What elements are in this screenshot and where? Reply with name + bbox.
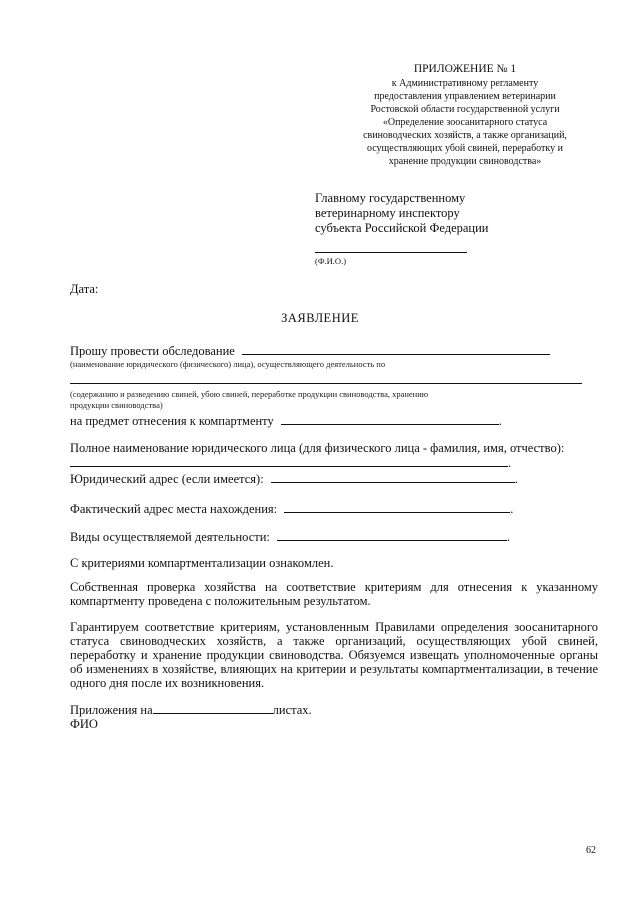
full-name-label: Полное наименование юридического лица (для физического лица - фамилия, имя, отчество): — [70, 441, 565, 455]
period: . — [514, 472, 518, 486]
appendix-line: хранение продукции свиноводства» — [388, 156, 542, 167]
attachments-suffix: листах. — [272, 703, 312, 717]
activity-hint: (содержанию и разведению свиней, убою свиней, переработке продукции свиноводства, хранению — [70, 389, 429, 399]
addressee-line: ветеринарному инспектору — [315, 206, 460, 220]
survey-hint: (наименование юридического (физического) лица), осуществляющего деятельность по — [70, 359, 386, 369]
addressee-block — [315, 191, 489, 266]
attachments-row — [70, 702, 312, 718]
survey-request-label: Прошу провести обследование — [70, 344, 235, 358]
date-label: Дата: — [70, 282, 99, 296]
compartment-field[interactable] — [281, 413, 499, 425]
appendix-line: Ростовской области государственной услуги — [370, 104, 560, 115]
appendix-title: ПРИЛОЖЕНИЕ № 1 — [413, 63, 517, 75]
appendix-line: свиноводческих хозяйств, а также организаций, — [363, 130, 567, 141]
period: . — [510, 502, 514, 516]
period: . — [508, 456, 512, 470]
fio-caption: (Ф.И.О.) — [315, 256, 347, 266]
appendix-header — [330, 62, 600, 168]
actual-address-row — [70, 501, 513, 517]
attachments-prefix: Приложения на — [70, 703, 153, 717]
activities-label: Виды осуществляемой деятельности: — [70, 530, 270, 544]
legal-address-row — [70, 471, 518, 487]
document-heading: ЗАЯВЛЕНИЕ — [281, 311, 359, 325]
self-check-statement: Собственная проверка хозяйства на соответствие критериям для отнесения к указанному компартменту проведена с положительным результатом. — [70, 580, 598, 608]
compartment-label: на предмет отнесения к компартменту — [70, 414, 274, 428]
inspector-name-field[interactable] — [315, 238, 467, 253]
attachments-count-field[interactable] — [153, 702, 273, 714]
activity-field[interactable] — [70, 383, 582, 384]
full-name-field[interactable] — [70, 455, 508, 467]
page-number: 62 — [586, 845, 596, 856]
actual-address-label: Фактический адрес места нахождения: — [70, 502, 278, 516]
legal-address-field[interactable] — [271, 471, 515, 483]
actual-address-field[interactable] — [284, 501, 510, 513]
applicant-name-field[interactable] — [242, 343, 550, 355]
guarantee-statement: Гарантируем соответствие критериям, установленным Правилами определения зоосанитарного статуса свиноводческих хозяйств, а также организаций, осуществляющих убой свиней, переработку и хранение продукции свиноводства. Обязуемся извещать уполномоченные органы об изменениях в хозяйстве, влияющих на критерии и результаты компартментализации, в течение одного дня после их возникновения. — [70, 620, 598, 690]
activities-field[interactable] — [277, 529, 507, 541]
legal-address-label: Юридический адрес (если имеется): — [70, 472, 264, 486]
full-name-row — [70, 455, 511, 471]
appendix-line: предоставления управлением ветеринарии — [374, 91, 556, 102]
appendix-line: к Административному регламенту — [391, 78, 539, 89]
activities-row — [70, 529, 510, 545]
appendix-line: «Определение зоосанитарного статуса — [382, 117, 548, 128]
acquainted-statement: С критериями компартментализации ознакомлен. — [70, 556, 334, 570]
compartment-row — [70, 413, 502, 429]
activity-hint: продукции свиноводства) — [70, 400, 163, 410]
addressee-line: Главному государственному — [315, 191, 466, 205]
fio-label: ФИО — [70, 717, 98, 731]
appendix-line: осуществляющих убой свиней, переработку и — [367, 143, 563, 154]
period: . — [498, 414, 502, 428]
survey-request-row — [70, 343, 550, 359]
addressee-line: субъекта Российской Федерации — [315, 221, 489, 235]
period: . — [507, 530, 511, 544]
